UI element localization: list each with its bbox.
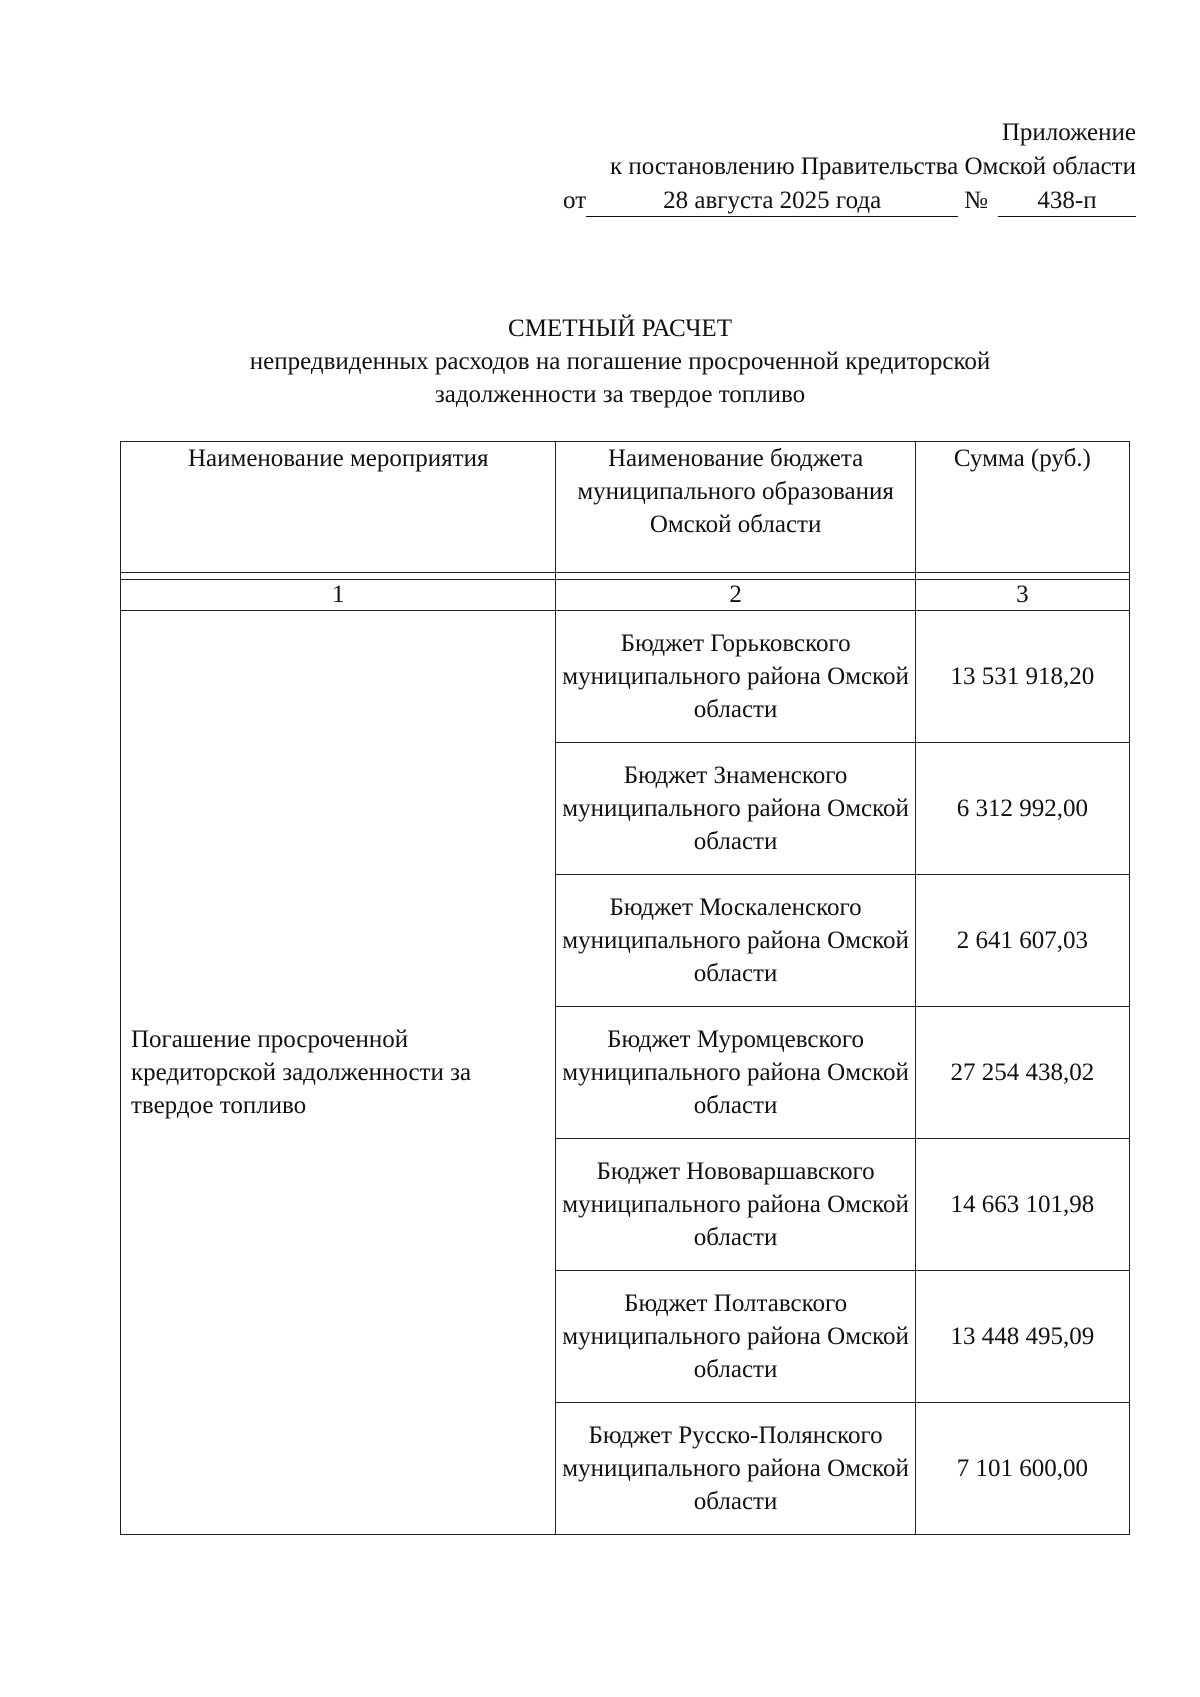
sum-cell: 14 663 101,98 (915, 1139, 1129, 1271)
document-subtitle-line-1: непредвиденных расходов на погашение просроченной кредиторской (249, 348, 991, 375)
sum-cell: 7 101 600,00 (915, 1403, 1129, 1535)
budget-cell: Бюджет Знаменского муниципального района Омской области (556, 743, 915, 875)
appendix-resolution: к постановлению Правительства Омской области (609, 153, 1136, 180)
number-sign: № (964, 187, 988, 214)
sum-cell: 6 312 992,00 (915, 743, 1129, 875)
budget-cell: Бюджет Москаленского муниципального района Омской области (556, 875, 915, 1007)
column-numbers-row (121, 580, 1130, 611)
sum-cell: 2 641 607,03 (915, 875, 1129, 1007)
header-sum: Сумма (руб.) (915, 442, 1129, 573)
budget-cell: Бюджет Горьковского муниципального района Омской области (556, 611, 915, 743)
appendix-title: Приложение (1001, 119, 1136, 146)
sum-cell: 13 531 918,20 (915, 611, 1129, 743)
header-budget: Наименование бюджета муниципального образования Омской области (556, 442, 915, 573)
budget-cell: Бюджет Русско-Полянского муниципального района Омской области (556, 1403, 915, 1535)
table-header-row (121, 442, 1130, 573)
estimate-table (120, 441, 1130, 1535)
resolution-number: 438-п (998, 186, 1136, 217)
document-heading: СМЕТНЫЙ РАСЧЕТ (508, 315, 732, 342)
column-number-2: 2 (556, 580, 915, 611)
resolution-date: 28 августа 2025 года (586, 186, 958, 217)
column-number-1: 1 (121, 580, 556, 611)
document-subtitle-line-2: задолженности за твердое топливо (434, 381, 806, 408)
activity-cell: Погашение просроченной кредиторской задолженности за твердое топливо (121, 611, 556, 1535)
table-row (121, 611, 1130, 743)
header-spacer-row (121, 573, 1130, 580)
budget-cell: Бюджет Полтавского муниципального района Омской области (556, 1271, 915, 1403)
sum-cell: 27 254 438,02 (915, 1007, 1129, 1139)
column-number-3: 3 (915, 580, 1129, 611)
document-title-block (120, 312, 1120, 411)
budget-cell: Бюджет Муромцевского муниципального района Омской области (556, 1007, 915, 1139)
appendix-date-line (563, 184, 1136, 218)
date-prefix: от (563, 187, 587, 214)
appendix-block (563, 116, 1136, 218)
header-activity: Наименование мероприятия (121, 442, 556, 573)
sum-cell: 13 448 495,09 (915, 1271, 1129, 1403)
budget-cell: Бюджет Нововаршавского муниципального района Омской области (556, 1139, 915, 1271)
